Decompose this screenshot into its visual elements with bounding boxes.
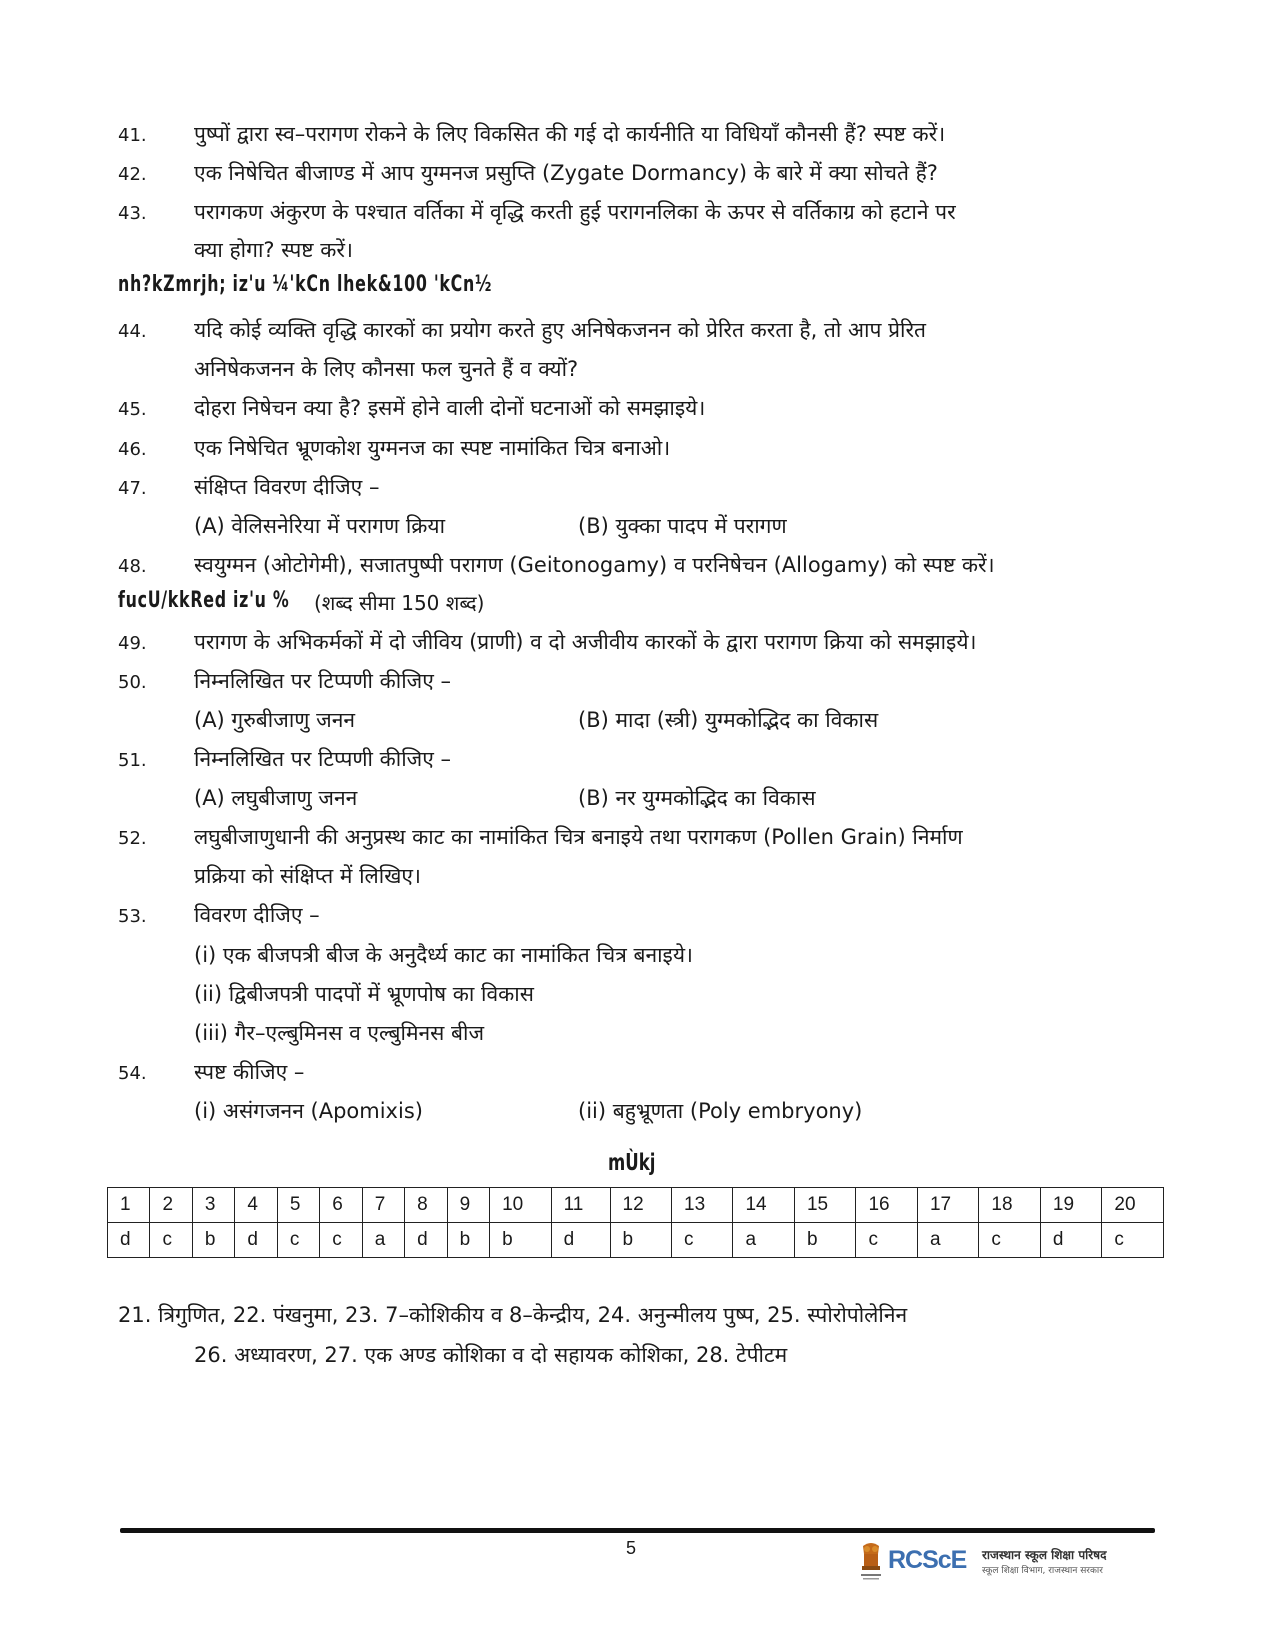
logo-organization-subtitle: स्कूल शिक्षा विभाग, राजस्थान सरकार [982, 1566, 1103, 1576]
answer-number: 13 [672, 1188, 733, 1223]
question-text: यदि कोई व्यक्ति वृद्धि कारकों का प्रयोग करते हुए अनिषेकजनन को प्रेरित करता है, तो आप प्रेरित [194, 318, 927, 342]
question-text: निम्नलिखित पर टिप्पणी कीजिए – [194, 669, 452, 693]
sub-item-ii: (ii) द्विबीजपत्री पादपों में भ्रूणपोष का विकास [194, 982, 534, 1006]
question-number: 53. [118, 906, 147, 927]
answer-option: d [235, 1223, 277, 1258]
option-a: (A) वेलिसनेरिया में परागण क्रिया [194, 514, 446, 538]
question-number: 42. [118, 164, 147, 185]
fill-answers-line-1: 21. त्रिगुणित, 22. पंखनुमा, 23. 7–कोशिकीय व 8–केन्द्रीय, 24. अनुन्मीलय पुष्प, 25. स्पोरोपोलेनिन [118, 1303, 908, 1327]
sub-item-i: (i) एक बीजपत्री बीज के अनुदैर्ध्य काट का नामांकित चित्र बनाइये। [194, 943, 693, 967]
question-number: 47. [118, 478, 147, 499]
answer-option: a [733, 1223, 794, 1258]
answer-number: 4 [235, 1188, 277, 1223]
section-heading-long-answer: nh?kZmrjh; iz'u ¼'kCn lhek&100 'kCn½ [118, 272, 493, 297]
logo-organization-name: राजस्थान स्कूल शिक्षा परिषद [982, 1548, 1107, 1562]
answer-heading: mÙkj [608, 1150, 656, 1176]
answer-number: 3 [192, 1188, 234, 1223]
answer-number: 6 [320, 1188, 362, 1223]
option-b: (B) नर युग्मकोद्भिद का विकास [578, 786, 816, 810]
answer-number: 10 [490, 1188, 551, 1223]
question-number: 41. [118, 125, 147, 146]
answer-option: c [277, 1223, 319, 1258]
question-number: 44. [118, 321, 147, 342]
rcsce-logo [858, 1540, 1140, 1586]
answer-option: b [447, 1223, 489, 1258]
question-number: 50. [118, 672, 147, 693]
answer-option: c [856, 1223, 917, 1258]
answer-number: 9 [447, 1188, 489, 1223]
sub-item-iii: (iii) गैर–एल्बुमिनस व एल्बुमिनस बीज [194, 1021, 485, 1045]
option-b: (B) मादा (स्त्री) युग्मकोद्भिद का विकास [578, 708, 879, 732]
answer-option: c [150, 1223, 192, 1258]
answer-option: d [1040, 1223, 1101, 1258]
answer-option: d [108, 1223, 150, 1258]
footer-divider [120, 1528, 1155, 1533]
answer-number: 17 [917, 1188, 978, 1223]
answer-number: 20 [1102, 1188, 1164, 1223]
option-b: (B) युक्का पादप में परागण [578, 514, 787, 538]
answer-option: a [917, 1223, 978, 1258]
question-number: 48. [118, 556, 147, 577]
question-text: पुष्पों द्वारा स्व–परागण रोकने के लिए विकसित की गई दो कार्यनीति या विधियाँ कौनसी हैं? स्पष्ट करें। [194, 122, 946, 146]
answer-number: 1 [108, 1188, 150, 1223]
question-text: परागण के अभिकर्मकों में दो जीविय (प्राणी) व दो अजीवीय कारकों के द्वारा परागण क्रिया को समझाइये। [194, 630, 977, 654]
answer-number: 11 [551, 1188, 610, 1223]
question-text: निम्नलिखित पर टिप्पणी कीजिए – [194, 747, 452, 771]
answer-table [107, 1187, 1164, 1258]
question-text: संक्षिप्त विवरण दीजिए – [194, 475, 380, 499]
question-continuation: क्या होगा? स्पष्ट करें। [194, 238, 353, 262]
section-heading-text: fucU/kkRed iz'u % [118, 588, 290, 613]
answer-number: 19 [1040, 1188, 1101, 1223]
answer-number: 18 [979, 1188, 1040, 1223]
question-number: 54. [118, 1063, 147, 1084]
answer-table-numbers-row [108, 1188, 1164, 1223]
question-number: 45. [118, 399, 147, 420]
answer-option: d [405, 1223, 447, 1258]
question-continuation: प्रक्रिया को संक्षिप्त में लिखिए। [194, 864, 421, 888]
answer-table-answers-row [108, 1223, 1164, 1258]
question-text: दोहरा निषेचन क्या है? इसमें होने वाली दोनों घटनाओं को समझाइये। [194, 396, 706, 420]
answer-option: b [192, 1223, 234, 1258]
sub-item-ii: (ii) बहुभ्रूणता (Poly embryony) [578, 1099, 863, 1123]
question-text: परागकण अंकुरण के पश्चात वर्तिका में वृद्धि करती हुई परागनलिका के ऊपर से वर्तिकाग्र को हटाने पर [194, 200, 956, 224]
section-heading-note: (शब्द सीमा 150 शब्द) [314, 591, 485, 615]
logo-abbreviation: RCScE [888, 1546, 967, 1574]
answer-number: 12 [610, 1188, 671, 1223]
answer-number: 14 [733, 1188, 794, 1223]
question-text: लघुबीजाणुधानी की अनुप्रस्थ काट का नामांकित चित्र बनाइये तथा परागकण (Pollen Grain) निर्माण [194, 825, 963, 849]
section-heading-essay [118, 588, 485, 615]
page-number: 5 [626, 1538, 637, 1558]
question-number: 51. [118, 750, 147, 771]
answer-number: 16 [856, 1188, 917, 1223]
answer-option: a [362, 1223, 404, 1258]
answer-number: 2 [150, 1188, 192, 1223]
answer-number: 15 [794, 1188, 855, 1223]
answer-option: c [672, 1223, 733, 1258]
question-text: स्पष्ट कीजिए – [194, 1060, 305, 1084]
answer-option: d [551, 1223, 610, 1258]
question-text: एक निषेचित बीजाण्ड में आप युग्मनज प्रसुप्ति (Zygate Dormancy) के बारे में क्या सोचते हैं? [194, 161, 938, 185]
question-number: 49. [118, 633, 147, 654]
sub-item-i: (i) असंगजनन (Apomixis) [194, 1099, 423, 1123]
question-number: 43. [118, 203, 147, 224]
option-a: (A) लघुबीजाणु जनन [194, 786, 358, 810]
answer-option: c [320, 1223, 362, 1258]
answer-option: b [794, 1223, 855, 1258]
question-continuation: अनिषेकजनन के लिए कौनसा फल चुनते हैं व क्यों? [194, 357, 579, 381]
question-text: एक निषेचित भ्रूणकोश युग्मनज का स्पष्ट नामांकित चित्र बनाओ। [194, 436, 671, 460]
answer-option: c [1102, 1223, 1164, 1258]
answer-number: 5 [277, 1188, 319, 1223]
answer-number: 7 [362, 1188, 404, 1223]
question-number: 46. [118, 439, 147, 460]
option-a: (A) गुरुबीजाणु जनन [194, 708, 356, 732]
answer-option: b [610, 1223, 671, 1258]
answer-option: c [979, 1223, 1040, 1258]
state-emblem-icon [858, 1540, 884, 1582]
answer-option: b [490, 1223, 551, 1258]
question-text: विवरण दीजिए – [194, 903, 320, 927]
fill-answers-line-2: 26. अध्यावरण, 27. एक अण्ड कोशिका व दो सहायक कोशिका, 28. टेपीटम [194, 1343, 788, 1367]
answer-number: 8 [405, 1188, 447, 1223]
question-text: स्वयुग्मन (ओटोगेमी), सजातपुष्पी परागण (Geitonogamy) व परनिषेचन (Allogamy) को स्पष्ट करें। [194, 553, 995, 577]
question-number: 52. [118, 828, 147, 849]
